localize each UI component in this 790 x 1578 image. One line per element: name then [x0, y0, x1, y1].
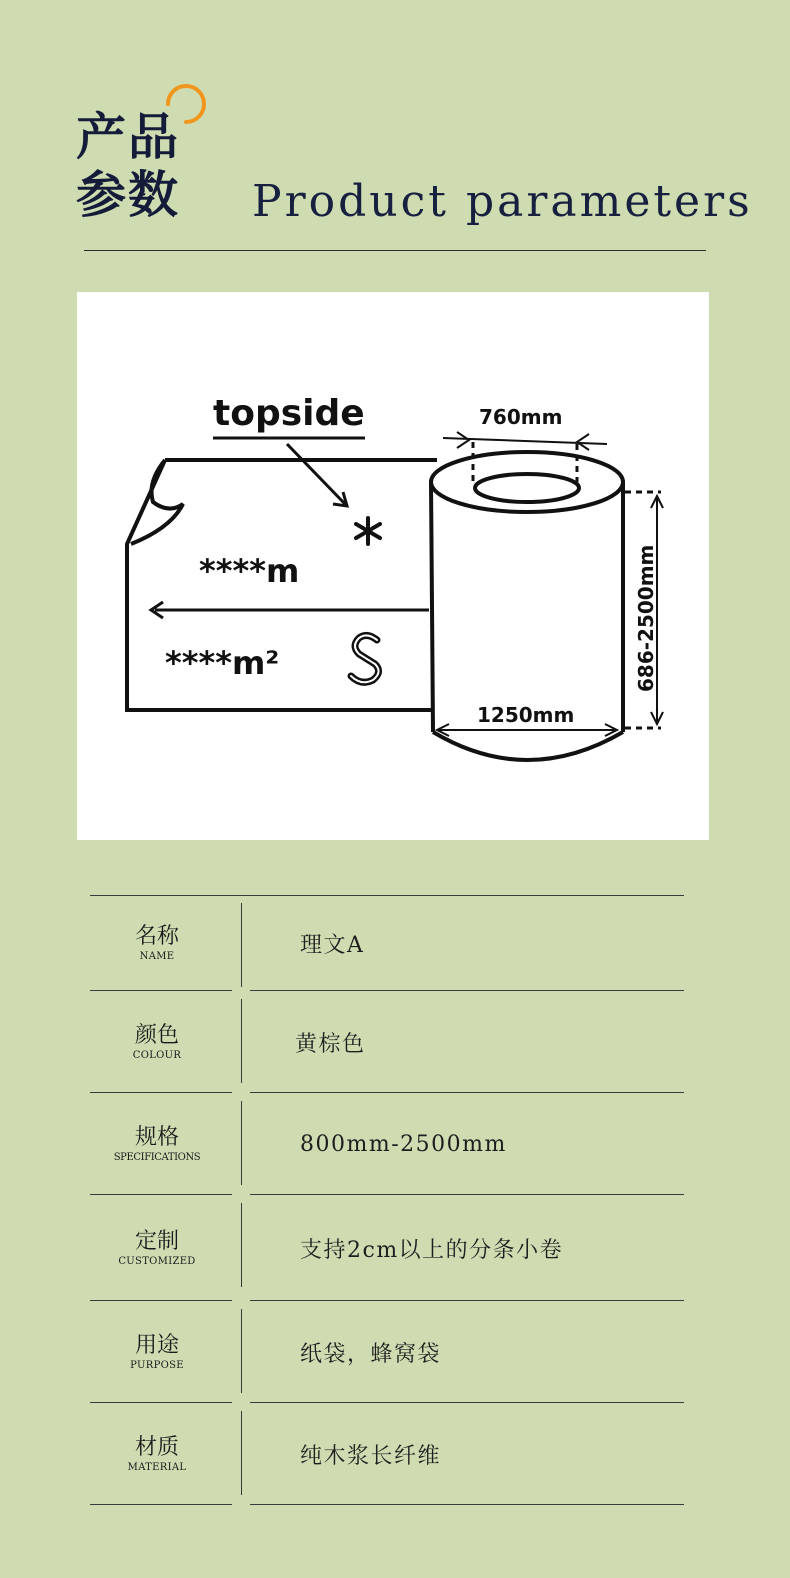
- spec-label: [90, 895, 224, 991]
- title-cn-line1: 产品: [76, 108, 180, 166]
- spec-row-purpose: [90, 1301, 684, 1403]
- spec-label: [90, 1195, 224, 1301]
- spec-row-specifications: [90, 1093, 684, 1195]
- spec-label: [90, 1301, 224, 1403]
- spec-label-en: COLOUR: [132, 1049, 182, 1061]
- column-divider: [241, 903, 242, 987]
- length-label: ****m: [199, 552, 300, 590]
- spec-value: 支持2cm以上的分条小卷: [300, 1237, 564, 1263]
- diameter-label: 1250mm: [477, 703, 575, 727]
- width-label: 760mm: [479, 405, 563, 429]
- spec-label-cn: 规格: [134, 1124, 179, 1150]
- column-divider: [241, 1309, 242, 1393]
- column-divider: [241, 1411, 242, 1495]
- spec-row-customized: [90, 1195, 684, 1301]
- spec-label-cn: 用途: [134, 1332, 179, 1358]
- page-header: [0, 0, 790, 260]
- column-divider: [241, 1203, 242, 1287]
- paper-curl: [131, 460, 183, 544]
- area-label: ****m²: [165, 644, 280, 682]
- paper-roll-diagram: [77, 292, 709, 840]
- row-rule: [90, 1504, 232, 1505]
- spec-value: 纯木浆长纤维: [300, 1443, 442, 1469]
- height-label: 686-2500mm: [634, 544, 658, 692]
- topside-label: topside: [213, 393, 365, 434]
- spec-label-en: MATERIAL: [127, 1461, 187, 1473]
- spec-label-cn: 名称: [134, 923, 179, 949]
- spec-label-en: SPECIFICATIONS: [113, 1151, 201, 1163]
- row-rule: [250, 1504, 684, 1505]
- spec-row-name: [90, 895, 684, 991]
- column-divider: [241, 1101, 242, 1185]
- spec-table: [90, 895, 684, 1505]
- spec-label-en: CUSTOMIZED: [118, 1255, 196, 1267]
- spec-label-en: PURPOSE: [130, 1359, 184, 1371]
- spec-row-colour: [90, 991, 684, 1093]
- spec-label-cn: 材质: [134, 1434, 179, 1460]
- title-cn-line2: 参数: [76, 166, 180, 224]
- spec-label: [90, 991, 224, 1093]
- spec-label: [90, 1093, 224, 1195]
- header-divider: [84, 250, 706, 251]
- column-divider: [241, 999, 242, 1083]
- spec-row-material: [90, 1403, 684, 1505]
- spec-label: [90, 1403, 224, 1505]
- topside-pointer: [287, 444, 345, 504]
- page-title-cn: [76, 108, 196, 224]
- spec-value: 800mm-2500mm: [300, 1131, 507, 1157]
- spec-label-en: NAME: [139, 950, 175, 962]
- roll-diagram-svg: [77, 292, 709, 840]
- spec-value: 纸袋，蜂窝袋: [300, 1341, 442, 1367]
- spec-label-cn: 颜色: [134, 1022, 179, 1048]
- spec-value: 理文A: [300, 932, 365, 958]
- page-title-en: Product parameters: [252, 176, 753, 227]
- spec-label-cn: 定制: [134, 1228, 179, 1254]
- spec-value: 黄棕色: [295, 1031, 366, 1057]
- topside-asterisk-icon: [356, 518, 380, 544]
